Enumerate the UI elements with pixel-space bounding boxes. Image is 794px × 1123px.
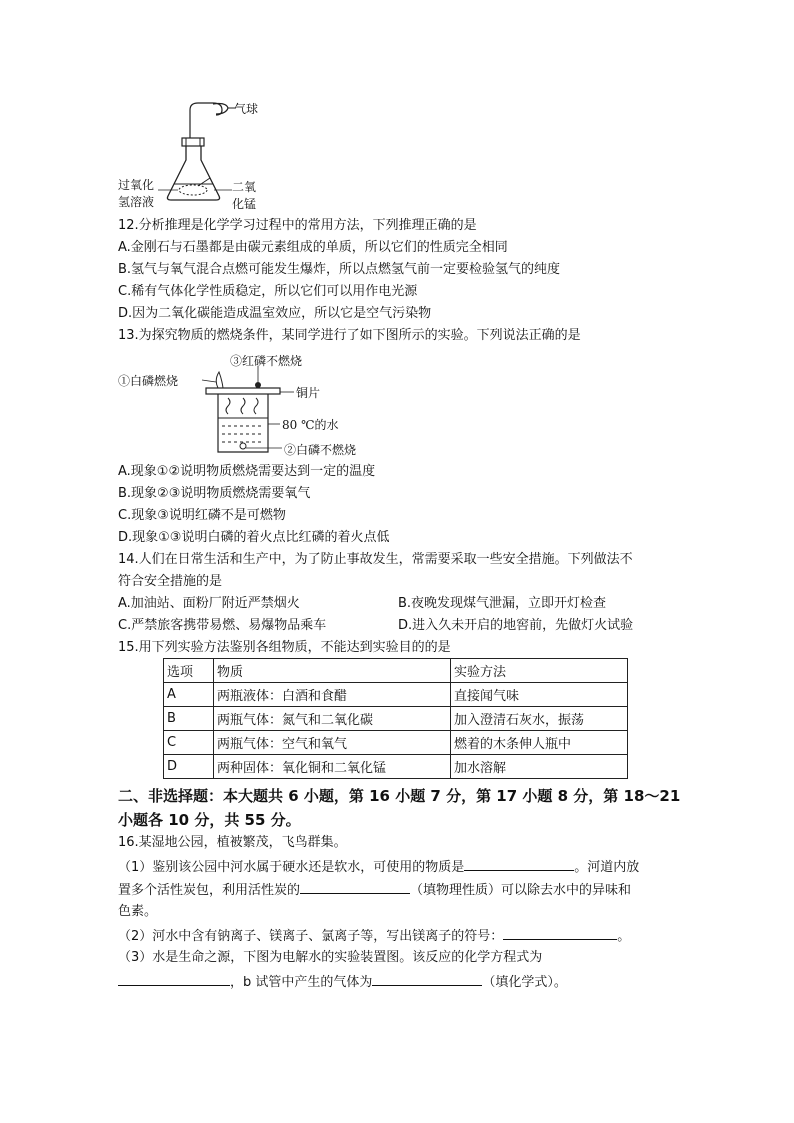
question-14-option-c: C.严禁旅客携带易燃、易爆物品乘车 xyxy=(118,618,327,633)
table-header-cell: 物质 xyxy=(214,659,451,683)
question-14-option-d: D.进入久未开启的地窖前，先做灯火试验 xyxy=(398,618,634,633)
table-cell: 两瓶气体：氮气和二氧化碳 xyxy=(214,707,451,731)
question-12-option-d: D.因为二氧化碳能造成温室效应，所以它是空气污染物 xyxy=(118,306,432,321)
question-13-option-a: A.现象①②说明物质燃烧需要达到一定的温度 xyxy=(118,464,376,479)
table-cell: 两种固体：氧化铜和二氧化锰 xyxy=(214,755,451,779)
question-13-option-b: B.现象②③说明物质燃烧需要氧气 xyxy=(118,486,311,501)
answer-blank-1[interactable] xyxy=(464,857,574,871)
table-header-cell: 选项 xyxy=(164,659,214,683)
table-cell: 两瓶气体：空气和氧气 xyxy=(214,731,451,755)
table-cell: 加入澄清石灰水，振荡 xyxy=(451,707,628,731)
question-13-option-d: D.现象①③说明白磷的着火点比红磷的着火点低 xyxy=(118,530,390,545)
table-cell: C xyxy=(164,731,214,755)
answer-blank-3[interactable] xyxy=(503,926,617,940)
table-row xyxy=(164,707,628,731)
question-12-option-c: C.稀有气体化学性质稳定，所以它们可以用作电光源 xyxy=(118,284,418,299)
question-14-stem-line-2: 符合安全措施的是 xyxy=(118,574,223,589)
question-12-option-a: A.金刚石与石墨都是由碳元素组成的单质，所以它们的性质完全相同 xyxy=(118,240,508,255)
question-16-part-1-line-1 xyxy=(118,857,639,877)
table-row xyxy=(164,683,628,707)
part-3-text-b: ，b 试管中产生的气体为 xyxy=(230,975,373,990)
table-header-cell: 实验方法 xyxy=(451,659,628,683)
question-14-option-b: B.夜晚发现煤气泄漏，立即开灯检查 xyxy=(398,596,607,611)
question-16-part-3-line-1: （3）水是生命之源，下图为电解水的实验装置图。该反应的化学方程式为 xyxy=(118,950,543,965)
section-2-title-line-2: 小题各 10 分，共 55 分。 xyxy=(118,811,301,829)
balloon-label: 气球 xyxy=(234,102,259,116)
question-16-stem: 16.某湿地公园，植被繁茂，飞鸟群集。 xyxy=(118,835,347,850)
question-16-part-1-line-3: 色素。 xyxy=(118,904,158,919)
white-phosphorus-burning-label: ①白磷燃烧 xyxy=(118,374,179,388)
answer-blank-4[interactable] xyxy=(118,972,230,986)
part-1-text-c: 置多个活性炭包，利用活性炭的 xyxy=(118,883,301,898)
table-cell: 加水溶解 xyxy=(451,755,628,779)
red-phosphorus-label: ③红磷不燃烧 xyxy=(230,354,303,368)
part-2-text-a: （2）河水中含有钠离子、镁离子、氯离子等，写出镁离子的符号： xyxy=(118,929,504,944)
part-1-text-b: 。河道内放 xyxy=(574,860,640,875)
section-2-title-line-1: 二、非选择题：本大题共 6 小题，第 16 小题 7 分，第 17 小题 8 分，第 18～21 xyxy=(118,787,681,805)
copper-plate-label: 铜片 xyxy=(296,386,321,400)
reagent-left-label-2: 氢溶液 xyxy=(118,195,155,209)
part-1-text-a: （1）鉴别该公园中河水属于硬水还是软水，可使用的物质是 xyxy=(118,860,465,875)
question-16-part-2 xyxy=(118,926,630,946)
question-14-stem-line-1: 14.人们在日常生活和生产中，为了防止事故发生，常需要采取一些安全措施。下列做法不 xyxy=(118,552,633,567)
table-row xyxy=(164,755,628,779)
table-cell: B xyxy=(164,707,214,731)
white-phosphorus-not-burning-label: ②白磷不燃烧 xyxy=(284,443,357,457)
table-header-row xyxy=(164,659,628,683)
question-15-stem: 15.用下列实验方法鉴别各组物质，不能达到实验目的的是 xyxy=(118,640,451,655)
question-13-stem: 13.为探究物质的燃烧条件，某同学进行了如下图所示的实验。下列说法正确的是 xyxy=(118,328,581,343)
question-12-option-b: B.氢气与氧气混合点燃可能发生爆炸，所以点燃氢气前一定要检验氢气的纯度 xyxy=(118,262,561,277)
question-16-part-3-line-2 xyxy=(118,972,567,992)
flask-figure xyxy=(118,100,268,210)
table-cell: 直接闻气味 xyxy=(451,683,628,707)
part-3-text-c: （填化学式）。 xyxy=(482,975,567,990)
table-cell: 两瓶液体：白酒和食醋 xyxy=(214,683,451,707)
table-cell: D xyxy=(164,755,214,779)
part-2-text-b: 。 xyxy=(617,929,631,944)
answer-blank-2[interactable] xyxy=(300,880,410,894)
reagent-left-label-1: 过氧化 xyxy=(118,178,155,192)
question-12-stem: 12.分析推理是化学学习过程中的常用方法，下列推理正确的是 xyxy=(118,218,477,233)
reagent-right-label-2: 化锰 xyxy=(232,197,257,211)
question-13-option-c: C.现象③说明红磷不是可燃物 xyxy=(118,508,286,523)
hot-water-label: 80 ℃的水 xyxy=(282,418,339,432)
table-cell: 燃着的木条伸人瓶中 xyxy=(451,731,628,755)
table-row xyxy=(164,731,628,755)
reagent-right-label-1: 二氧 xyxy=(232,180,257,194)
part-1-text-d: （填物理性质）可以除去水中的异味和 xyxy=(410,883,632,898)
question-15-table xyxy=(163,658,628,779)
answer-blank-5[interactable] xyxy=(372,972,482,986)
combustion-figure xyxy=(118,352,378,460)
question-16-part-1-line-2 xyxy=(118,880,631,900)
table-cell: A xyxy=(164,683,214,707)
question-14-option-a: A.加油站、面粉厂附近严禁烟火 xyxy=(118,596,300,611)
